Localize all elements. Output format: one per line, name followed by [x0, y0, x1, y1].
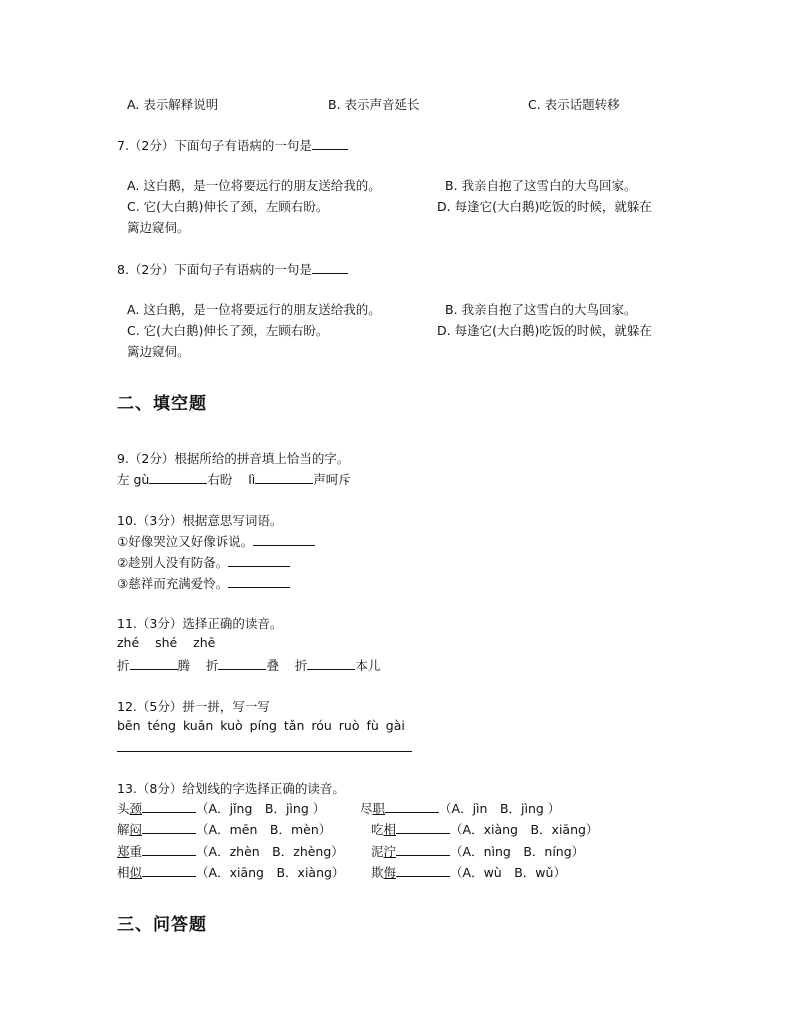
section-title-fill-in: 二、填空题	[117, 394, 207, 414]
q7-stem	[117, 136, 348, 154]
q6-option-b: B. 表示声音延长	[328, 97, 420, 112]
q11-word-1b: 腾	[177, 658, 191, 673]
q13-blank	[396, 863, 450, 877]
q13-underlined-char: 闷	[129, 822, 143, 837]
q13-stem: 13.（8分）给划线的字选择正确的读音。	[117, 781, 345, 796]
q8-option-d: D. 每逢它(大白鹅)吃饭的时候，就躲在	[437, 323, 652, 338]
q13-item	[117, 863, 344, 881]
q8-answer-blank	[312, 260, 348, 274]
q13-underlined-char: 职	[372, 801, 386, 816]
q13-options: （A．wù B．wǔ）	[450, 865, 566, 880]
q13-item	[117, 820, 331, 838]
q13-item-prefix: 泥	[371, 844, 384, 859]
q12-stem: 12.（5分）拼一拼，写一写	[117, 699, 270, 714]
q11-pinyin-3: zhē	[193, 635, 216, 650]
q10-item-3-text: ③慈祥而充满爱怜。	[117, 576, 229, 591]
q9-part-4: 声呵斥	[313, 472, 351, 487]
q11-words-row	[117, 656, 380, 674]
q11-word-1a: 折	[117, 658, 130, 673]
q11-word-2b: 叠	[266, 658, 279, 673]
q8-stem-text: 8.（2分）下面句子有语病的一句是	[117, 262, 312, 277]
q13-options: （A．jǐng B．jìng ）	[196, 801, 326, 816]
q7-option-d: D. 每逢它(大白鹅)吃饭的时候，就躲在	[437, 199, 652, 214]
q9-part-1: 左 gù	[117, 472, 150, 487]
q10-blank-2	[228, 553, 290, 567]
q13-item-prefix: 吃	[371, 822, 384, 837]
q7-answer-blank	[312, 136, 348, 150]
q13-item-prefix: 解	[117, 822, 130, 837]
q13-blank	[142, 842, 196, 856]
q13-item	[371, 842, 584, 860]
q7-option-c: C. 它(大白鹅)伸长了颈，左顾右盼。	[127, 199, 329, 214]
q9-blank-2	[255, 470, 313, 484]
q13-underlined-char: 颈	[129, 801, 143, 816]
q13-item	[371, 820, 598, 838]
q6-option-a: A. 表示解释说明	[127, 97, 219, 112]
q13-blank	[142, 799, 196, 813]
q13-item-suffix: 重	[129, 844, 143, 859]
q7-option-a: A. 这白鹅，是一位将要远行的朋友送给我的。	[127, 178, 381, 193]
q12-pinyin: bēn téng kuān kuò píng tǎn róu ruò fù gài	[117, 718, 405, 733]
q13-options: （A．nìng B．níng）	[450, 844, 585, 859]
q11-pinyin-2: shé	[155, 635, 178, 650]
q13-item	[117, 799, 325, 817]
q11-blank-2	[218, 656, 266, 670]
q13-blank	[142, 863, 196, 877]
q10-item-1-text: ①好像哭泣又好像诉说。	[117, 534, 254, 549]
q11-blank-3	[307, 656, 355, 670]
q8-option-d-continued: 篱边窥伺。	[127, 344, 190, 359]
q13-item	[371, 863, 566, 881]
q11-blank-1	[130, 656, 178, 670]
q10-item-2-text: ②趁别人没有防备。	[117, 555, 229, 570]
q11-word-3b: 本儿	[355, 658, 381, 673]
q10-blank-3	[228, 574, 290, 588]
q11-pinyin-1: zhé	[117, 635, 140, 650]
q7-option-b: B. 我亲自抱了这雪白的大鸟回家。	[445, 178, 637, 193]
q9-part-3: lì	[248, 472, 256, 487]
q13-options: （A．xiàng B．xiāng）	[450, 822, 599, 837]
q13-underlined-char: 侮	[383, 865, 397, 880]
q13-item-prefix: 头	[117, 801, 130, 816]
q9-stem: 9.（2分）根据所给的拼音填上恰当的字。	[117, 451, 350, 466]
q13-blank	[142, 820, 196, 834]
q13-blank	[396, 842, 450, 856]
q13-underlined-char: 郑	[117, 844, 130, 859]
q13-options: （A．zhèn B．zhèng）	[196, 844, 344, 859]
q11-word-2a: 折	[205, 658, 219, 673]
q13-blank	[396, 820, 450, 834]
q12-answer-line	[117, 751, 412, 752]
q13-item	[360, 799, 560, 817]
q13-blank	[385, 799, 439, 813]
q7-option-d-continued: 篱边窥伺。	[127, 220, 190, 235]
q10-item-2	[117, 553, 290, 571]
q13-item-prefix: 尽	[360, 801, 373, 816]
q9-content	[117, 470, 351, 488]
q13-underlined-char: 似	[129, 865, 143, 880]
q10-item-3	[117, 574, 290, 592]
q9-part-2: 右盼	[207, 472, 233, 487]
q10-stem: 10.（3分）根据意思写词语。	[117, 513, 283, 528]
section-title-qa: 三、问答题	[117, 915, 207, 935]
q13-underlined-char: 相	[383, 822, 397, 837]
q10-blank-1	[253, 532, 315, 546]
q6-option-c: C. 表示话题转移	[528, 97, 620, 112]
q8-option-a: A. 这白鹅，是一位将要远行的朋友送给我的。	[127, 302, 381, 317]
q13-item-prefix: 相	[117, 865, 130, 880]
q13-options: （A．jìn B．jìng ）	[439, 801, 561, 816]
q11-word-3a: 折	[294, 658, 308, 673]
q8-option-c: C. 它(大白鹅)伸长了颈，左顾右盼。	[127, 323, 329, 338]
q8-stem	[117, 260, 348, 278]
q7-stem-text: 7.（2分）下面句子有语病的一句是	[117, 138, 312, 153]
q13-underlined-char: 泞	[383, 844, 397, 859]
q8-option-b: B. 我亲自抱了这雪白的大鸟回家。	[445, 302, 637, 317]
q13-item-prefix: 欺	[371, 865, 384, 880]
q10-item-1	[117, 532, 315, 550]
q11-stem: 11.（3分）选择正确的读音。	[117, 616, 283, 631]
q11-pinyin-row	[117, 635, 215, 650]
q13-item	[117, 842, 344, 860]
q13-options: （A．xiāng B．xiàng）	[196, 865, 345, 880]
q13-options: （A．mēn B．mèn）	[196, 822, 332, 837]
q9-blank-1	[149, 470, 207, 484]
